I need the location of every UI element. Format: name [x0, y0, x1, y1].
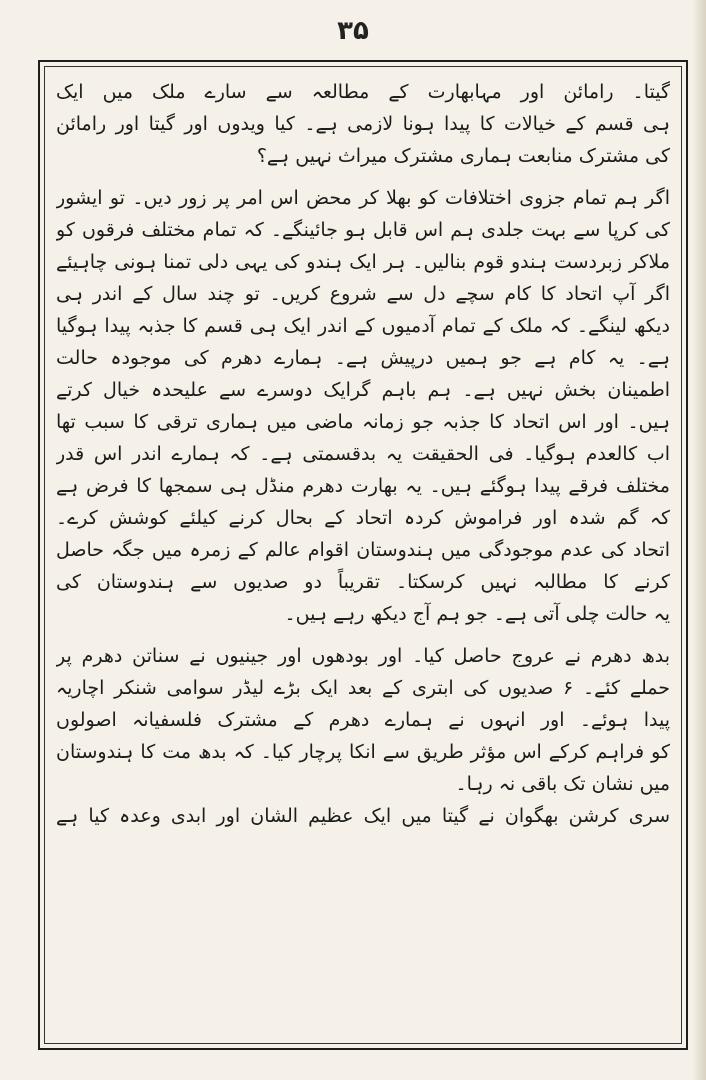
text-line: دیکھ لینگے۔ کہ ملک کے تمام آدمیوں کے اندر ایک ہی قسم کا جذبہ پیدا ہوگیا [56, 315, 670, 337]
paragraph-4 [56, 800, 670, 832]
text-line: اطمینان بخش نہیں ہے۔ ہم باہم گرایک دوسرے سے علیحدہ خیال کرتے [56, 379, 670, 401]
text-line: ملاکر زبردست ہندو قوم بنالیں۔ ہر ایک ہندو کی یہی دلی تمنا ہونی چاہیئے [56, 251, 670, 273]
page-edge-shadow [692, 0, 706, 1080]
text-line: اگر آپ اتحاد کا کام سچے دل سے شروع کریں۔ تو چند سال کے اندر ہی [56, 283, 670, 305]
text-line: مختلف فرقے پیدا ہوگئے ہیں۔ یہ بھارت دھرم منڈل ہی سمجھا کا فرض ہے [56, 475, 670, 497]
page-number: ۳۵ [337, 16, 369, 46]
text-line: حملے کئے۔ ۶ صدیوں کی ابتری کے بعد ایک بڑے لیڈر سوامی شنکر اچاریہ [56, 677, 670, 699]
page-body-text [56, 76, 670, 1026]
text-line: یہ حالت چلی آتی ہے۔ جو ہم آج دیکھ رہے ہیں۔ [284, 603, 670, 625]
paragraph-1 [56, 76, 670, 172]
text-line: گیتا۔ رامائن اور مہابھارت کے مطالعہ سے سارے ملک میں ایک [56, 81, 670, 103]
text-line: ہی قسم کے خیالات کا پیدا ہونا لازمی ہے۔ کیا ویدوں اور گیتا اور رامائن [56, 113, 670, 135]
text-line: میں نشان تک باقی نہ رہا۔ [455, 773, 670, 795]
text-line: کہ گم شدہ اور فراموش کردہ اتحاد کے بحال کرنے کیلئے کوشش کرے۔ [56, 507, 670, 529]
text-line: بدھ دھرم نے عروج حاصل کیا۔ اور بودھوں اور جینیوں نے سناتن دھرم پر [56, 645, 670, 667]
text-line: سری کرشن بھگوان نے گیتا میں ایک عظیم الشان اور ابدی وعدہ کیا ہے [56, 805, 670, 827]
paragraph-3 [56, 640, 670, 800]
text-line: ہے۔ یہ کام ہے جو ہمیں درپیش ہے۔ ہمارے دھرم کی موجودہ حالت [56, 347, 670, 369]
text-line: اگر ہم تمام جزوی اختلافات کو بھلا کر محض اس امر پر زور دیں۔ تو ایشور [56, 187, 670, 209]
text-line: ہیں۔ اور اس اتحاد کا جذبہ جو زمانہ ماضی میں ہماری ترقی کا سبب تھا [56, 411, 670, 433]
text-line: اتحاد کی عدم موجودگی میں ہندوستان اقوام عالم کے زمرہ میں جگہ حاصل [56, 539, 670, 561]
text-line: کی مشترک منابعت ہماری مشترک میراث نہیں ہے؟ [256, 145, 670, 167]
text-line: کو فراہم کرکے اس مؤثر طریق سے انکا پرچار کیا۔ کہ بدھ مت کا ہندوستان [56, 741, 670, 763]
text-line: کی کرپا سے بہت جلدی ہم اس قابل ہو جائینگے۔ کہ تمام مختلف فرقوں کو [56, 219, 670, 241]
text-line: کرنے کا مطالبہ نہیں کرسکتا۔ تقریباً دو صدیوں سے ہندوستان کی [56, 571, 670, 593]
text-line: اب کالعدم ہوگیا۔ فی الحقیقت یہ بدقسمتی ہے۔ کہ ہمارے اندر اس قدر [56, 443, 670, 465]
text-line: پیدا ہوئے۔ اور انہوں نے ہمارے دھرم کے مشترک فلسفیانہ اصولوں [56, 709, 670, 731]
paragraph-2 [56, 182, 670, 630]
